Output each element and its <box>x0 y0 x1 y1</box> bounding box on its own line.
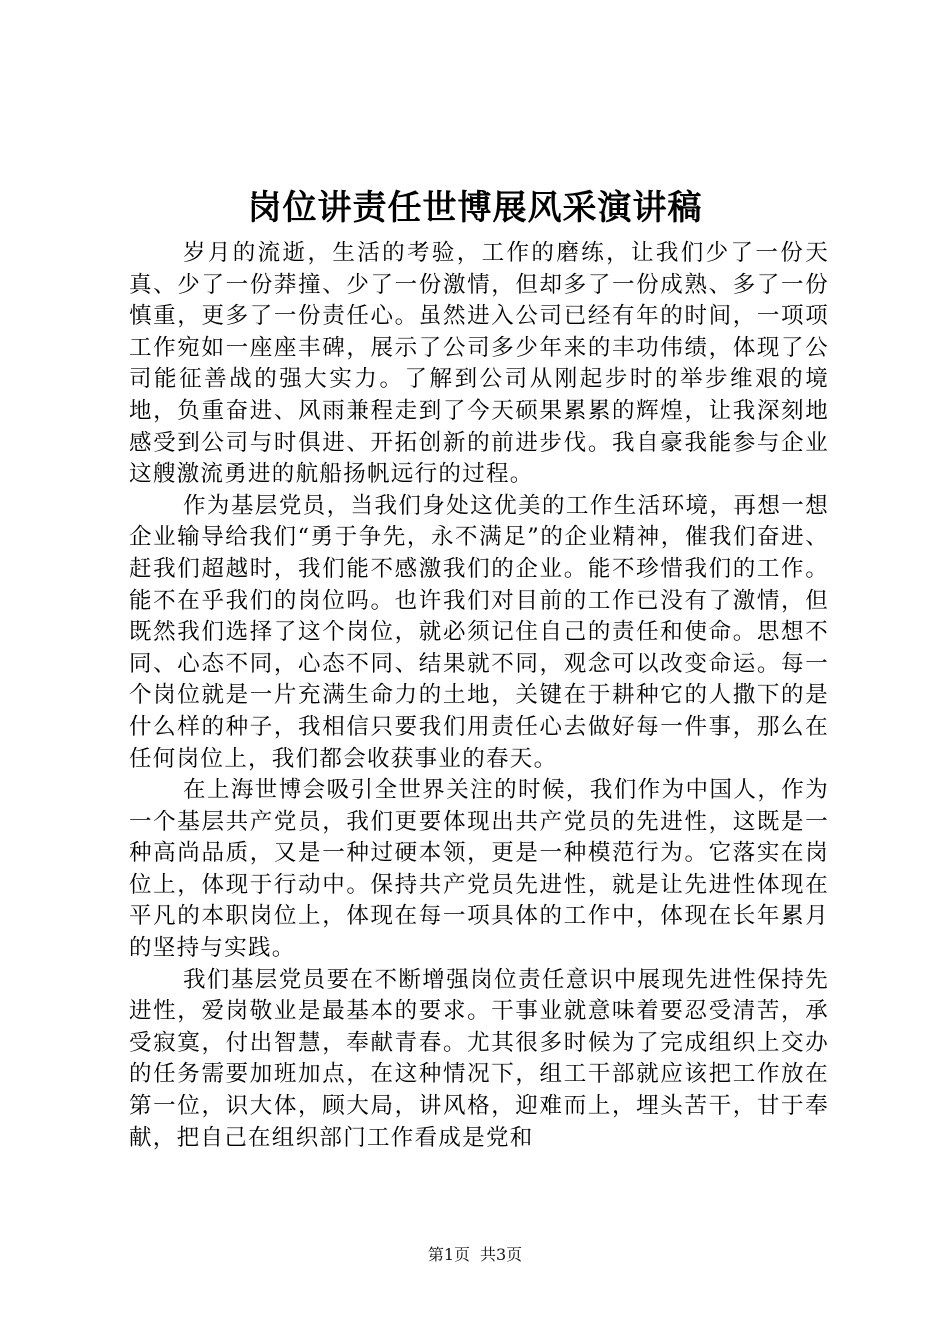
paragraph: 岁月的流逝，生活的考验，工作的磨练，让我们少了一份天真、少了一份莽撞、少了一份激情，但却多了一份成熟、多了一份慎重，更多了一份责任心。虽然进入公司已经有年的时间，一项项工作宛如一座座丰碑，展示了公司多少年来的丰功伟绩，体现了公司能征善战的强大实力。了解到公司从刚起步时的举步维艰的境地，负重奋进、风雨兼程走到了今天硕果累累的辉煌，让我深刻地感受到公司与时俱进、开拓创新的前进步伐。我自豪我能参与企业这艘激流勇进的航船扬帆远行的过程。 <box>129 240 829 488</box>
paragraph: 在上海世博会吸引全世界关注的时候，我们作为中国人，作为一个基层共产党员，我们更要体现出共产党员的先进性，这既是一种高尚品质，又是一种过硬本领，更是一种模范行为。它落实在岗位上，体现于行动中。保持共产党员先进性，就是让先进性体现在平凡的本职岗位上，体现在每一项具体的工作中，体现在长年累月的坚持与实践。 <box>129 777 829 962</box>
document-body <box>129 238 829 1154</box>
document-title: 岗位讲责任世博展风采演讲稿 <box>247 188 703 228</box>
page-total: 共3页 <box>480 1245 523 1264</box>
paragraph: 作为基层党员，当我们身处这优美的工作生活环境，再想一想企业输导给我们“勇于争先，永不满足”的企业精神，催我们奋进、赶我们超越时，我们能不感激我们的企业。能不珍惜我们的工作。能不在乎我们的岗位吗。也许我们对目前的工作已没有了激情，但既然我们选择了这个岗位，就必须记住自己的责任和使命。思想不同、心态不同，心态不同、结果就不同，观念可以改变命运。每一个岗位就是一片充满生命力的土地，关键在于耕种它的人撒下的是什么样的种子，我相信只要我们用责任心去做好每一件事，那么在任何岗位上，我们都会收获事业的春天。 <box>129 492 829 772</box>
page-number: 第1页 <box>427 1245 470 1264</box>
page-footer <box>0 1244 950 1266</box>
paragraph: 我们基层党员要在不断增强岗位责任意识中展现先进性保持先进性，爱岗敬业是最基本的要求。干事业就意味着要忍受清苦，承受寂寞，付出智慧，奉献青春。尤其很多时候为了完成组织上交办的任务需要加班加点，在这种情况下，组工干部就应该把工作放在第一位，识大体，顾大局，讲风格，迎难而上，埋头苦干，甘于奉献，把自己在组织部门工作看成是党和 <box>129 966 829 1151</box>
